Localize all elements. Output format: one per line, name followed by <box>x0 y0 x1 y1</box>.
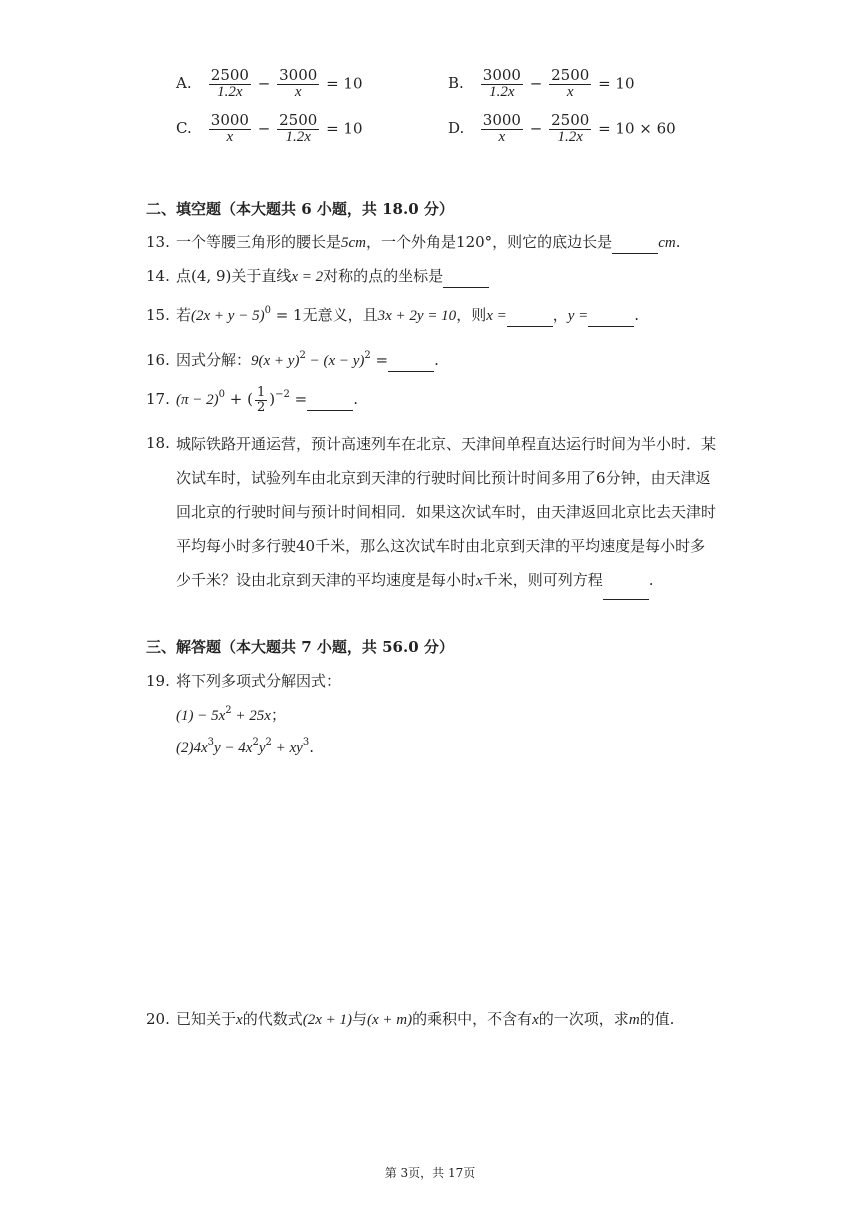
option-label: B. <box>448 74 464 93</box>
question-18-number: 18. <box>146 434 170 452</box>
fraction: $\frac{3000}{x}$ <box>210 111 249 145</box>
question-19: 19. 将下列多项式分解因式： <box>146 672 342 690</box>
question-18-body: 城际铁路开通运营，预计高速列车在北京、天津间单程直达运行时间为半小时．某 次试车时，试验列车由北京到天津的行驶时间比预计时间多用了6分钟，由天津返 回北京的行驶时间与预计时间相同．如果这次试车时，由天津返回北京比去天津时 平均每小时多行驶40千米，那么这次试车时由北京到天津的平均速度是每小时多 少千米？设由北京到天津的平均速度是每小时x千米，则可列方程 . <box>176 427 716 600</box>
answer-blank <box>588 308 634 327</box>
option-label: C. <box>176 119 192 138</box>
answer-blank <box>603 565 649 600</box>
answer-blank <box>507 308 553 327</box>
answer-blank <box>612 235 658 254</box>
option-a: A. $\frac{2500}{1.2x}$ − $\frac{3000}{x}$ = 10 <box>176 66 363 100</box>
fraction: $\frac{1}{2}$ <box>256 385 266 415</box>
fraction: $\frac{3000}{x}$ <box>482 111 521 145</box>
question-14: 14. 点(4, 9)关于直线x = 2对称的点的坐标是 <box>146 265 489 288</box>
question-20: 20. 已知关于x的代数式(2x + 1)与(x + m)的乘积中，不含有x的一次项，求m的值. <box>146 1010 675 1028</box>
question-15: 15. 若$(2x + y - 5)^0 = 1$无意义，且3x + 2y = 10，则x = ，y = . <box>146 304 639 327</box>
question-19-part-1: $(1) - 5x^2 + 25x$； <box>176 705 286 724</box>
question-19-part-2: $(2)4x^3y - 4x^2y^2 + xy^3$. <box>176 737 314 756</box>
answer-blank <box>443 269 489 288</box>
option-c: C. $\frac{3000}{x}$ − $\frac{2500}{1.2x}$ = 10 <box>176 111 363 145</box>
question-13: 13. 一个等腰三角形的腰长是5cm，一个外角是120°，则它的底边长是 cm. <box>146 231 680 254</box>
question-17: 17. $(\pi - 2)^0$ + ( $\frac{1}{2}$ )$^{-2}$ = . <box>146 385 358 415</box>
fraction: $\frac{2500}{1.2x}$ <box>551 111 590 145</box>
fraction: $\frac{3000}{1.2x}$ <box>482 66 521 100</box>
answer-blank <box>307 392 353 411</box>
option-d: D. $\frac{3000}{x}$ − $\frac{2500}{1.2x}$ = 10 × 60 <box>448 111 676 145</box>
option-label: A. <box>176 74 192 93</box>
fraction: $\frac{3000}{x}$ <box>279 66 318 100</box>
section-title-answer: 三、解答题（本大题共 7 小题，共 56.0 分） <box>146 638 454 656</box>
option-label: D. <box>448 119 465 138</box>
section-title-fill-in: 二、填空题（本大题共 6 小题，共 18.0 分） <box>146 200 454 218</box>
option-b: B. $\frac{3000}{1.2x}$ − $\frac{2500}{x}$ = 10 <box>448 66 635 100</box>
answer-blank <box>388 353 434 372</box>
page-footer: 第 3页，共 17页 <box>384 1166 476 1180</box>
fraction: $\frac{2500}{1.2x}$ <box>210 66 249 100</box>
fraction: $\frac{2500}{1.2x}$ <box>279 111 318 145</box>
fraction: $\frac{2500}{x}$ <box>551 66 590 100</box>
question-16: 16. 因式分解：$9(x + y)^2 - (x - y)^2$ = . <box>146 349 439 372</box>
